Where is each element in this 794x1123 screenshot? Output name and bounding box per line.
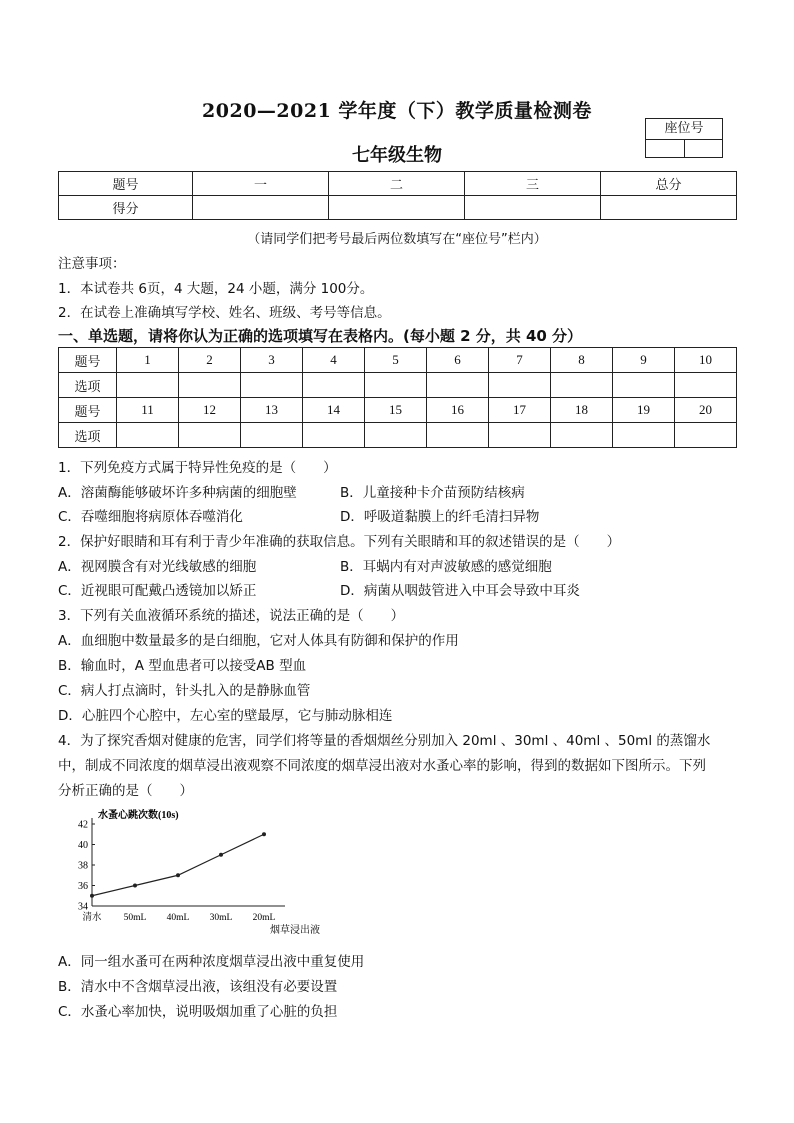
question-number-cell: 14 — [303, 398, 365, 423]
question-stem-continued: 中，制成不同浓度的烟草浸出液观察不同浓度的烟草浸出液对水蚤心率的影响，得到的数据如下图所示。下列 — [58, 758, 706, 774]
question-number-cell: 1 — [117, 348, 179, 373]
question-number-cell: 16 — [427, 398, 489, 423]
option-b: B．耳蜗内有对声波敏感的感觉细胞 — [340, 559, 552, 575]
option-c: C．近视眼可配戴凸透镜加以矫正 — [58, 583, 257, 599]
answer-choice-row — [59, 423, 737, 448]
data-line — [92, 834, 264, 896]
seat-digit-2[interactable] — [685, 140, 723, 158]
score-cell[interactable] — [329, 196, 465, 220]
question-number-cell: 17 — [489, 398, 551, 423]
option-a: A．溶菌酶能够破坏许多种病菌的细胞壁 — [58, 485, 297, 501]
chart-xlabel: 烟草浸出液 — [270, 925, 320, 936]
question-number-cell: 8 — [551, 348, 613, 373]
option-d: D．病菌从咽鼓管进入中耳会导致中耳炎 — [340, 583, 580, 599]
option-c: C．水蚤心率加快，说明吸烟加重了心脏的负担 — [58, 1004, 338, 1020]
y-tick-label: 34 — [78, 901, 88, 913]
x-tick-label: 清水 — [82, 913, 102, 923]
answer-table — [58, 347, 737, 448]
answer-cell[interactable] — [427, 373, 489, 398]
answer-cell[interactable] — [675, 373, 737, 398]
question-number-cell: 2 — [179, 348, 241, 373]
question-number-cell: 20 — [675, 398, 737, 423]
heart-rate-chart — [70, 806, 320, 936]
question-stem: 2．保护好眼睛和耳有利于青少年准确的获取信息。下列有关眼睛和耳的叙述错误的是（ ） — [58, 534, 621, 550]
score-header-cell: 总分 — [601, 172, 737, 196]
section1-title: 一、单选题，请将你认为正确的选项填写在表格内。(每小题 2 分，共 40 分） — [58, 327, 583, 345]
answer-cell[interactable] — [303, 423, 365, 448]
question-number-cell: 3 — [241, 348, 303, 373]
question-number-cell: 5 — [365, 348, 427, 373]
question-number-cell: 19 — [613, 398, 675, 423]
question-stem-continued: 分析正确的是（ ） — [58, 783, 193, 799]
score-table — [58, 171, 737, 220]
answer-row-label: 题号 — [59, 398, 117, 423]
answer-cell[interactable] — [551, 423, 613, 448]
notice-heading: 注意事项： — [58, 256, 126, 272]
y-tick-label: 42 — [78, 819, 88, 831]
answer-cell[interactable] — [613, 423, 675, 448]
score-row-label: 得分 — [59, 196, 193, 220]
answer-cell[interactable] — [241, 423, 303, 448]
answer-cell[interactable] — [179, 373, 241, 398]
data-point — [262, 832, 266, 836]
seat-note: （请同学们把考号最后两位数填写在“座位号”栏内） — [247, 232, 547, 247]
score-cell[interactable] — [193, 196, 329, 220]
answer-cell[interactable] — [427, 423, 489, 448]
question-number-cell: 7 — [489, 348, 551, 373]
answer-cell[interactable] — [613, 373, 675, 398]
y-tick-label: 36 — [78, 881, 88, 892]
answer-cell[interactable] — [365, 373, 427, 398]
score-cell[interactable] — [465, 196, 601, 220]
question-number-cell: 6 — [427, 348, 489, 373]
answer-choice-row — [59, 373, 737, 398]
x-tick-label: 40mL — [166, 913, 190, 923]
option-c: C．吞噬细胞将病原体吞噬消化 — [58, 509, 243, 525]
answer-cell[interactable] — [489, 373, 551, 398]
option-b: B．清水中不含烟草浸出液，该组没有必要设置 — [58, 979, 338, 995]
x-tick-label: 50mL — [123, 913, 147, 923]
option-a: A．血细胞中数量最多的是白细胞，它对人体具有防御和保护的作用 — [58, 633, 459, 649]
answer-row-label: 选项 — [59, 423, 117, 448]
exam-subtitle: 七年级生物 — [352, 145, 442, 166]
option-d: D．心脏四个心腔中，左心室的壁最厚，它与肺动脉相连 — [58, 708, 393, 724]
question-number-cell: 15 — [365, 398, 427, 423]
notice-item: 1．本试卷共 6页，4 大题，24 小题，满分 100分。 — [58, 281, 374, 297]
score-header-cell: 一 — [193, 172, 329, 196]
answer-cell[interactable] — [241, 373, 303, 398]
question-stem: 1．下列免疫方式属于特异性免疫的是（ ） — [58, 460, 337, 476]
option-b: B．儿童接种卡介苗预防结核病 — [340, 485, 525, 501]
notice-item: 2．在试卷上准确填写学校、姓名、班级、考号等信息。 — [58, 305, 391, 321]
score-header-cell: 二 — [329, 172, 465, 196]
option-d: D．呼吸道黏膜上的纤毛清扫异物 — [340, 509, 540, 525]
answer-number-row — [59, 348, 737, 373]
answer-cell[interactable] — [675, 423, 737, 448]
data-point — [133, 884, 137, 888]
y-tick-label: 38 — [78, 860, 88, 872]
question-number-cell: 18 — [551, 398, 613, 423]
score-header-cell: 题号 — [59, 172, 193, 196]
exam-title: 2020—2021 学年度（下）教学质量检测卷 — [202, 100, 592, 122]
answer-cell[interactable] — [117, 423, 179, 448]
x-tick-label: 30mL — [209, 913, 233, 923]
seat-number-label: 座位号 — [646, 119, 722, 140]
option-a: A．同一组水蚤可在两种浓度烟草浸出液中重复使用 — [58, 954, 365, 970]
question-number-cell: 9 — [613, 348, 675, 373]
answer-cell[interactable] — [179, 423, 241, 448]
seat-number-box[interactable] — [645, 118, 723, 158]
question-number-cell: 13 — [241, 398, 303, 423]
data-point — [90, 894, 94, 898]
option-b: B．输血时，A 型血患者可以接受AB 型血 — [58, 658, 307, 674]
answer-cell[interactable] — [303, 373, 365, 398]
data-point — [176, 873, 180, 877]
option-c: C．病人打点滴时，针头扎入的是静脉血管 — [58, 683, 311, 699]
answer-row-label: 题号 — [59, 348, 117, 373]
question-stem: 3．下列有关血液循环系统的描述，说法正确的是（ ） — [58, 608, 405, 624]
question-number-cell: 11 — [117, 398, 179, 423]
answer-cell[interactable] — [551, 373, 613, 398]
score-table-score-row — [59, 196, 737, 220]
x-tick-label: 20mL — [252, 913, 276, 923]
data-point — [219, 853, 223, 857]
answer-row-label: 选项 — [59, 373, 117, 398]
score-header-cell: 三 — [465, 172, 601, 196]
y-tick-label: 40 — [78, 840, 88, 851]
chart-title: 水蚤心跳次数(10s) — [98, 810, 179, 821]
answer-cell[interactable] — [365, 423, 427, 448]
seat-digit-1[interactable] — [646, 140, 685, 158]
question-number-cell: 4 — [303, 348, 365, 373]
score-cell[interactable] — [601, 196, 737, 220]
answer-cell[interactable] — [117, 373, 179, 398]
answer-number-row — [59, 398, 737, 423]
question-number-cell: 12 — [179, 398, 241, 423]
question-number-cell: 10 — [675, 348, 737, 373]
question-stem: 4．为了探究香烟对健康的危害，同学们将等量的香烟烟丝分别加入 20ml 、30ml 、40ml 、50ml 的蒸馏水 — [58, 733, 711, 749]
option-a: A．视网膜含有对光线敏感的细胞 — [58, 559, 257, 575]
score-table-header-row — [59, 172, 737, 196]
answer-cell[interactable] — [489, 423, 551, 448]
